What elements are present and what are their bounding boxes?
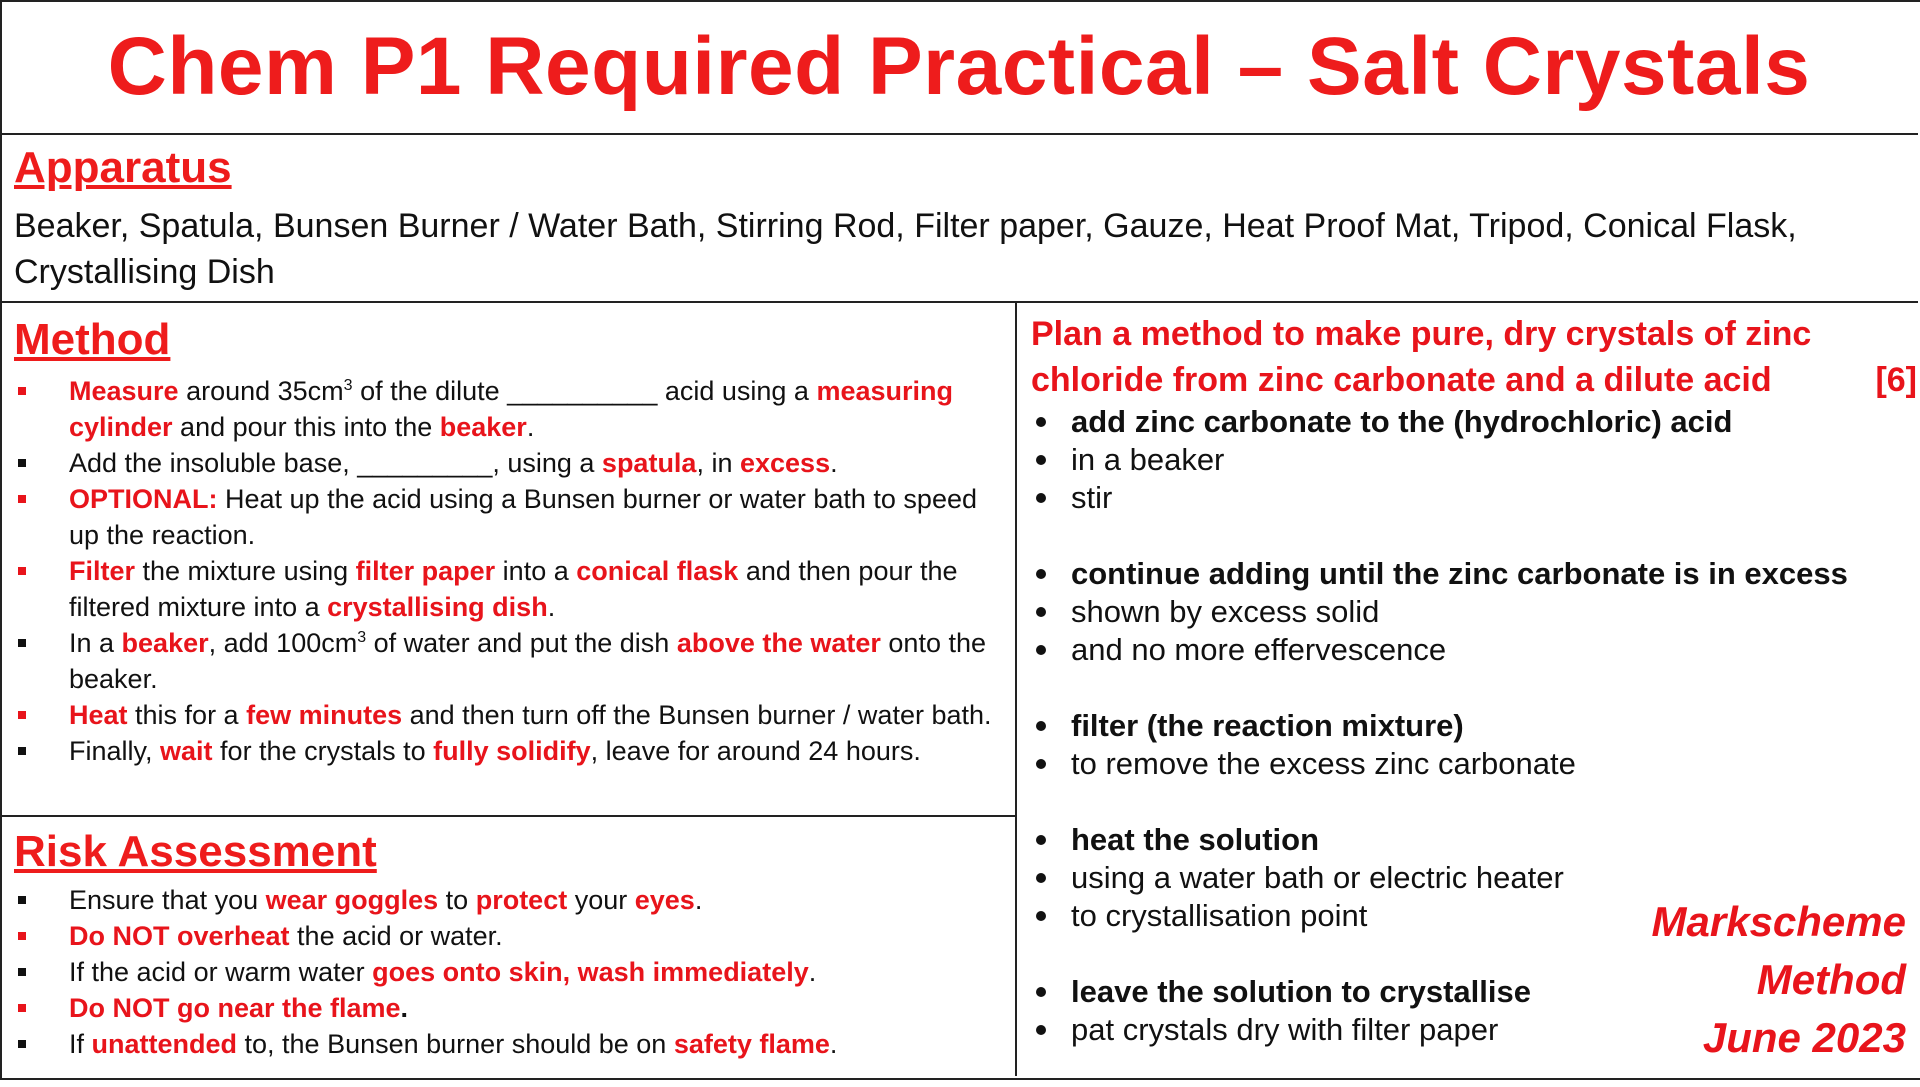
highlight-text: beaker xyxy=(121,628,209,658)
markscheme-point xyxy=(1033,479,1893,517)
square-bullet-icon xyxy=(18,896,26,904)
markscheme-text: to remove the excess zinc carbonate xyxy=(1071,746,1576,781)
markscheme-text: leave the solution to crystallise xyxy=(1071,974,1531,1009)
body-text: . xyxy=(829,1029,838,1059)
round-bullet-icon xyxy=(1036,911,1046,921)
square-bullet-icon xyxy=(18,711,26,719)
method-step-item xyxy=(14,553,1004,625)
round-bullet-icon xyxy=(1036,569,1046,579)
left-column xyxy=(0,303,1017,1076)
highlight-text: unattended xyxy=(91,1029,238,1059)
body-text: for the crystals to xyxy=(212,736,434,766)
square-bullet-icon xyxy=(18,1004,26,1012)
right-column xyxy=(1017,303,1918,1076)
risk-list xyxy=(14,882,1004,1062)
body-text: this for a xyxy=(127,700,247,730)
markscheme-point xyxy=(1033,821,1893,859)
body-text: of water and put the dish xyxy=(366,628,677,658)
round-bullet-icon xyxy=(1036,493,1046,503)
method-heading: Method xyxy=(14,315,171,364)
highlight-text: measuring cylinder xyxy=(69,376,953,442)
body-text: In a xyxy=(69,628,122,658)
body-text: your xyxy=(567,885,635,915)
markscheme-point xyxy=(1033,441,1893,479)
plan-question xyxy=(1031,311,1917,403)
body-text: . xyxy=(830,448,838,478)
highlight-text: wear goggles xyxy=(265,885,439,915)
markscheme-stamp xyxy=(1652,893,1906,1067)
markscheme-point xyxy=(1033,403,1893,441)
markscheme-text: heat the solution xyxy=(1071,822,1319,857)
body-text: the mixture using xyxy=(135,556,356,586)
apparatus-section xyxy=(0,135,1918,303)
square-bullet-icon xyxy=(18,567,26,575)
highlight-text: OPTIONAL: xyxy=(69,484,218,514)
highlight-text: beaker xyxy=(439,412,527,442)
round-bullet-icon xyxy=(1036,1025,1046,1035)
highlight-text: Measure xyxy=(69,376,179,406)
square-bullet-icon xyxy=(18,1040,26,1048)
markscheme-point xyxy=(1033,859,1893,897)
risk-item xyxy=(14,954,1004,990)
apparatus-text: Beaker, Spatula, Bunsen Burner / Water Bath, Stirring Rod, Filter paper, Gauze, Heat Proof Mat, Tripod, Conical Flask, Crystallising Dish xyxy=(14,207,1797,291)
page-title: Chem P1 Required Practical – Salt Crystals xyxy=(107,20,1811,112)
method-step-item xyxy=(14,481,1004,553)
highlight-text: fully solidify xyxy=(433,736,591,766)
markscheme-text: pat crystals dry with filter paper xyxy=(1071,1012,1499,1047)
body-text: of the dilute __________ acid using a xyxy=(352,376,817,406)
round-bullet-icon xyxy=(1036,417,1046,427)
highlight-text: protect xyxy=(475,885,568,915)
markscheme-text: stir xyxy=(1071,480,1113,515)
markscheme-point xyxy=(1033,555,1893,593)
risk-section xyxy=(0,817,1015,1076)
title-box xyxy=(0,0,1918,135)
method-step-item xyxy=(14,697,1004,733)
stamp-line: Markscheme xyxy=(1651,898,1906,945)
body-text: . xyxy=(808,957,817,987)
markscheme-text: in a beaker xyxy=(1071,442,1225,477)
highlight-text: Do NOT overheat xyxy=(69,921,290,951)
risk-item xyxy=(14,882,1004,918)
round-bullet-icon xyxy=(1036,987,1046,997)
markscheme-text: using a water bath or electric heater xyxy=(1071,860,1564,895)
risk-heading: Risk Assessment xyxy=(14,827,377,876)
method-step-item xyxy=(14,373,1004,445)
plan-question-text: Plan a method to make pure, dry crystals of zinc chloride from zinc carbonate and a dilute acid xyxy=(1031,315,1812,399)
body-text: and then turn off the Bunsen burner / water bath. xyxy=(402,700,992,730)
body-text: 3 xyxy=(357,629,367,646)
risk-item xyxy=(14,918,1004,954)
highlight-text: Filter xyxy=(69,556,136,586)
square-bullet-icon xyxy=(18,932,26,940)
markscheme-text: continue adding until the zinc carbonate is in excess xyxy=(1071,556,1848,591)
highlight-text: goes onto skin, wash immediately xyxy=(372,957,809,987)
markscheme-group xyxy=(1033,403,1893,517)
markscheme-point xyxy=(1033,631,1893,669)
square-bullet-icon xyxy=(18,747,26,755)
body-text: . xyxy=(694,885,703,915)
body-text: . xyxy=(526,412,535,442)
body-text: Ensure that you xyxy=(69,885,266,915)
stamp-line: Method xyxy=(1756,956,1906,1003)
round-bullet-icon xyxy=(1036,835,1046,845)
highlight-text: Heat xyxy=(69,700,128,730)
body-text: If xyxy=(69,1029,92,1059)
square-bullet-icon xyxy=(18,639,26,647)
markscheme-point xyxy=(1033,745,1893,783)
round-bullet-icon xyxy=(1036,455,1046,465)
body-text: to xyxy=(438,885,476,915)
markscheme-point xyxy=(1033,593,1893,631)
highlight-text: above the water xyxy=(676,628,881,658)
body-text: and pour this into the xyxy=(172,412,440,442)
highlight-text: crystallising dish xyxy=(327,592,548,622)
markscheme-group xyxy=(1033,555,1893,669)
highlight-text: conical flask xyxy=(576,556,739,586)
highlight-text: excess xyxy=(739,448,831,478)
round-bullet-icon xyxy=(1036,873,1046,883)
body-text: , in xyxy=(696,448,740,478)
highlight-text: safety flame xyxy=(673,1029,830,1059)
markscheme-text: to crystallisation point xyxy=(1071,898,1368,933)
body-text: into a xyxy=(495,556,577,586)
body-text: 3 xyxy=(343,377,353,394)
round-bullet-icon xyxy=(1036,645,1046,655)
method-section xyxy=(0,303,1015,817)
square-bullet-icon xyxy=(18,495,26,503)
round-bullet-icon xyxy=(1036,607,1046,617)
method-list xyxy=(14,373,1004,769)
highlight-text: wait xyxy=(160,736,213,766)
body-text: If the acid or warm water xyxy=(69,957,373,987)
plan-marks: [6] xyxy=(1875,361,1917,399)
highlight-text: few minutes xyxy=(246,700,403,730)
body-text: to, the Bunsen burner should be on xyxy=(237,1029,674,1059)
square-bullet-icon xyxy=(18,387,26,395)
round-bullet-icon xyxy=(1036,721,1046,731)
method-step-item xyxy=(14,445,1004,481)
highlight-text: filter paper xyxy=(355,556,496,586)
markscheme-text: add zinc carbonate to the (hydrochloric) acid xyxy=(1071,404,1733,439)
body-text: onto the beaker. xyxy=(69,628,986,694)
markscheme-text: shown by excess solid xyxy=(1071,594,1380,629)
markscheme-group xyxy=(1033,707,1893,783)
body-text: . xyxy=(400,993,409,1023)
body-text: the acid or water. xyxy=(289,921,503,951)
apparatus-heading: Apparatus xyxy=(14,143,232,192)
body-text: , leave for around 24 hours. xyxy=(590,736,921,766)
body-text: around 35cm xyxy=(178,376,344,406)
stamp-line: June 2023 xyxy=(1702,1014,1906,1061)
body-text: Heat up the acid using a Bunsen burner or water bath to speed up the reaction. xyxy=(69,484,977,550)
body-text: Finally, xyxy=(69,736,161,766)
body-text: and then pour the filtered mixture into a xyxy=(69,556,958,622)
body-text: . xyxy=(547,592,556,622)
risk-item xyxy=(14,1026,1004,1062)
highlight-text: spatula xyxy=(601,448,697,478)
risk-item xyxy=(14,990,1004,1026)
round-bullet-icon xyxy=(1036,759,1046,769)
markscheme-point xyxy=(1033,707,1893,745)
square-bullet-icon xyxy=(18,968,26,976)
markscheme-text: and no more effervescence xyxy=(1071,632,1447,667)
body-text: , add 100cm xyxy=(208,628,358,658)
body-text: Add the insoluble base, _________, using a xyxy=(69,448,602,478)
square-bullet-icon xyxy=(18,459,26,467)
highlight-text: eyes xyxy=(634,885,695,915)
markscheme-text: filter (the reaction mixture) xyxy=(1071,708,1464,743)
method-step-item xyxy=(14,625,1004,697)
highlight-text: Do NOT go near the flame xyxy=(69,993,401,1023)
method-step-item xyxy=(14,733,1004,769)
